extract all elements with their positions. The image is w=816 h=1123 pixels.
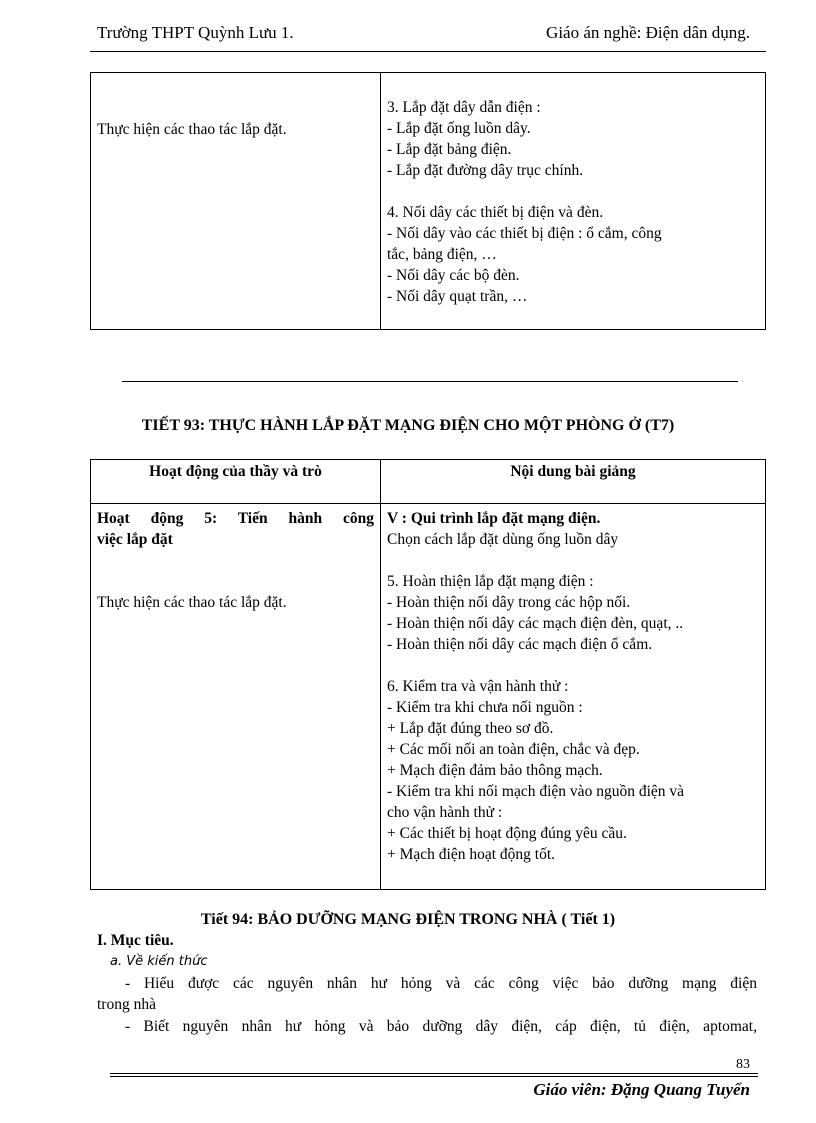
content-line: 3. Lắp đặt dây dẫn điện : bbox=[387, 99, 541, 116]
table1-left-text: Thực hiện các thao tác lắp đặt. bbox=[97, 121, 287, 138]
footer-rule-bottom bbox=[110, 1076, 758, 1077]
activity-title-line1: Hoạt động 5: Tiến hành công bbox=[97, 510, 374, 527]
footer-rule-top bbox=[110, 1073, 758, 1074]
content-line: + Các mối nối an toàn điện, chắc và đẹp. bbox=[387, 741, 640, 758]
content-line: - Nối dây vào các thiết bị điện : ổ cắm, công bbox=[387, 225, 662, 242]
content-line: - Lắp đặt đường dây trục chính. bbox=[387, 162, 584, 179]
content-line: 6. Kiểm tra và vận hành thử : bbox=[387, 678, 569, 695]
content-line: 5. Hoàn thiện lắp đặt mạng điện : bbox=[387, 573, 594, 590]
blank-line bbox=[387, 550, 759, 571]
content-line: - Kiểm tra khi nối mạch điện vào nguồn điện và bbox=[387, 783, 685, 800]
column-header-activities: Hoạt động của thầy và trò bbox=[91, 460, 381, 504]
objective-para1-line2: trong nhà bbox=[97, 996, 156, 1013]
content-line: - Kiểm tra khi chưa nối nguồn : bbox=[387, 699, 583, 716]
activity-title-line2: việc lắp đặt bbox=[97, 531, 173, 548]
content-line: + Mạch điện hoạt động tốt. bbox=[387, 846, 556, 863]
content-line: - Hoàn thiện nối dây các mạch điện ổ cắm. bbox=[387, 636, 653, 653]
lesson-93-table bbox=[90, 459, 766, 890]
content-line: + Lắp đặt đúng theo sơ đồ. bbox=[387, 720, 554, 737]
header-subject: Giáo án nghề: Điện dân dụng. bbox=[546, 23, 750, 42]
content-line: + Mạch điện đảm bảo thông mạch. bbox=[387, 762, 603, 779]
objectives-heading: I. Mục tiêu. bbox=[97, 932, 174, 949]
table1-right-cell bbox=[381, 73, 766, 330]
content-line: - Nối dây quạt trần, … bbox=[387, 288, 528, 305]
content-line: tắc, bảng điện, … bbox=[387, 246, 497, 263]
blank-line bbox=[387, 655, 759, 676]
content-line: - Lắp đặt ống luồn dây. bbox=[387, 120, 531, 137]
content-line: 4. Nối dây các thiết bị điện và đèn. bbox=[387, 204, 604, 221]
page-number: 83 bbox=[736, 1057, 750, 1072]
table1-left-cell bbox=[91, 73, 381, 330]
content-line: - Hoàn thiện nối dây trong các hộp nối. bbox=[387, 594, 631, 611]
table2-right-cell bbox=[381, 504, 766, 890]
content-line: - Lắp đặt bảng điện. bbox=[387, 141, 512, 158]
blank-line bbox=[387, 181, 759, 202]
teacher-name: Giáo viên: Đặng Quang Tuyển bbox=[533, 1080, 750, 1099]
objective-para2-line1: - Biết nguyên nhân hư hỏng và bảo dưỡng dây điện, cáp điện, tủ điện, aptomat, bbox=[125, 1018, 757, 1035]
header-school: Trường THPT Quỳnh Lưu 1. bbox=[97, 23, 294, 42]
section-separator bbox=[122, 381, 738, 382]
content-line: + Các thiết bị hoạt động đúng yêu cầu. bbox=[387, 825, 627, 842]
table2-left-cell bbox=[91, 504, 381, 890]
lesson-93-title: TIẾT 93: THỰC HÀNH LẮP ĐẶT MẠNG ĐIỆN CHO MỘT PHÒNG Ở (T7) bbox=[141, 417, 675, 434]
header-rule bbox=[90, 51, 766, 52]
objective-para1-line1: - Hiểu được các nguyên nhân hư hỏng và các công việc bảo dưỡng mạng điện bbox=[125, 975, 757, 992]
content-line: cho vận hành thử : bbox=[387, 804, 503, 821]
knowledge-heading: a. Về kiến thức bbox=[110, 954, 208, 969]
content-line: - Hoàn thiện nối dây các mạch điện đèn, quạt, .. bbox=[387, 615, 684, 632]
column-header-content: Nội dung bài giảng bbox=[381, 460, 766, 504]
section-v-title: V : Qui trình lắp đặt mạng điện. bbox=[387, 510, 601, 527]
lesson-94-title: Tiết 94: BẢO DƯỠNG MẠNG ĐIỆN TRONG NHÀ ( Tiết 1) bbox=[200, 911, 616, 928]
table2-right-content bbox=[387, 529, 759, 865]
content-line: Chọn cách lắp đặt dùng ống luồn dây bbox=[387, 531, 619, 548]
practice-table-continued bbox=[90, 72, 766, 330]
content-line: - Nối dây các bộ đèn. bbox=[387, 267, 520, 284]
table2-left-text: Thực hiện các thao tác lắp đặt. bbox=[97, 594, 287, 611]
table1-right-content bbox=[387, 97, 759, 307]
